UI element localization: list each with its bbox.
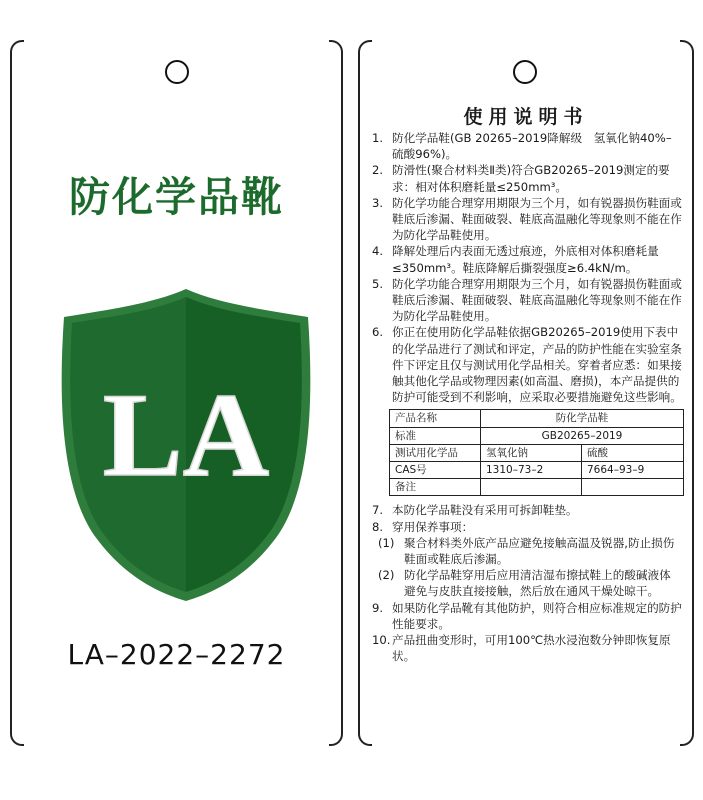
- table-cell: 产品名称: [390, 410, 481, 427]
- hang-hole: [165, 60, 189, 84]
- table-cell: 备注: [390, 479, 481, 496]
- logo-text: LA: [102, 368, 270, 501]
- product-title: 防化学品靴: [69, 173, 284, 221]
- table-cell: 测试用化学品: [390, 444, 481, 461]
- manual-body: [372, 130, 682, 665]
- list-item: 10. 产品扭曲变形时，可用100℃热水浸泡数分钟即恢复原状。: [372, 633, 671, 664]
- table-cell: 标准: [390, 427, 481, 444]
- list-item: 5. 防化学功能合理穿用期限为三个月，如有锐器损伤鞋面或鞋底后渗漏、鞋面破裂、鞋底高温融化等现象则不能在作为防化学品鞋使用。: [372, 276, 682, 324]
- tag-border-right: [680, 40, 694, 746]
- table-row: [390, 479, 684, 496]
- table-cell: 防化学品鞋: [481, 410, 684, 427]
- list-item: 6. 你正在使用防化学品鞋依据GB20265–2019使用下表中的化学品进行了测试和评定，产品的防护性能在实验室条件下评定且仅与测试用化学品相关。穿着者应悉：如果接触其他化学品或物理因素(如高温、磨损)，本产品提供的防护可能受到不利影响，应采取必要措施避免这些影响。: [372, 325, 682, 405]
- sub-list-item: (1) 聚合材料类外底产品应避免接触高温及锐器,防止损伤鞋面或鞋底后渗漏。: [378, 535, 675, 567]
- list-item: 7. 本防化学品鞋没有采用可拆卸鞋垫。: [372, 503, 578, 518]
- list-item: 8. 穿用保养事项：: [372, 519, 474, 534]
- table-row: [390, 427, 684, 444]
- la-shield-logo: [54, 283, 318, 603]
- chemical-test-table: [389, 409, 684, 496]
- list-item: 4. 降解处理后内表面无透过痕迹，外底相对体积磨耗量≤350mm³。鞋底降解后撕裂强度≥6.4kN/m。: [372, 244, 659, 275]
- table-cell: CAS号: [390, 462, 481, 479]
- sub-list-item: (2) 防化学品鞋穿用后应用清洁湿布擦拭鞋上的酸碱液体避免与皮肤直接接触，然后放在通风干燥处晾干。: [378, 568, 671, 599]
- tag-border-left: [358, 40, 372, 746]
- left-tag: [10, 40, 343, 746]
- list-item: 9. 如果防化学品靴有其他防护，则符合相应标准规定的防护性能要求。: [372, 600, 682, 631]
- table-row: [390, 462, 684, 479]
- certificate-code: LA–2022–2272: [67, 638, 286, 671]
- table-cell: 氢氧化钠: [481, 444, 582, 461]
- manual-heading: 使用说明书: [463, 106, 589, 128]
- table-cell: 7664–93–9: [582, 462, 684, 479]
- table-cell: [582, 479, 684, 496]
- hang-hole: [513, 60, 537, 84]
- table-row: [390, 410, 684, 427]
- table-cell: 硫酸: [582, 444, 684, 461]
- table-cell: GB20265–2019: [481, 427, 684, 444]
- right-tag: [358, 40, 694, 746]
- table-row: [390, 444, 684, 461]
- table-cell: [481, 479, 582, 496]
- list-item: 2. 防滑性(聚合材料类Ⅱ类)符合GB20265–2019测定的要求：相对体积磨耗量≤250mm³。: [372, 163, 670, 194]
- table-cell: 1310–73–2: [481, 462, 582, 479]
- list-item: 3. 防化学功能合理穿用期限为三个月，如有锐器损伤鞋面或鞋底后渗漏、鞋面破裂、鞋底高温融化等现象则不能在作为防化学品鞋使用。: [372, 195, 682, 243]
- list-item: 1. 防化学品鞋(GB 20265–2019降解级 氢氧化钠40%–硫酸96%)。: [372, 131, 672, 162]
